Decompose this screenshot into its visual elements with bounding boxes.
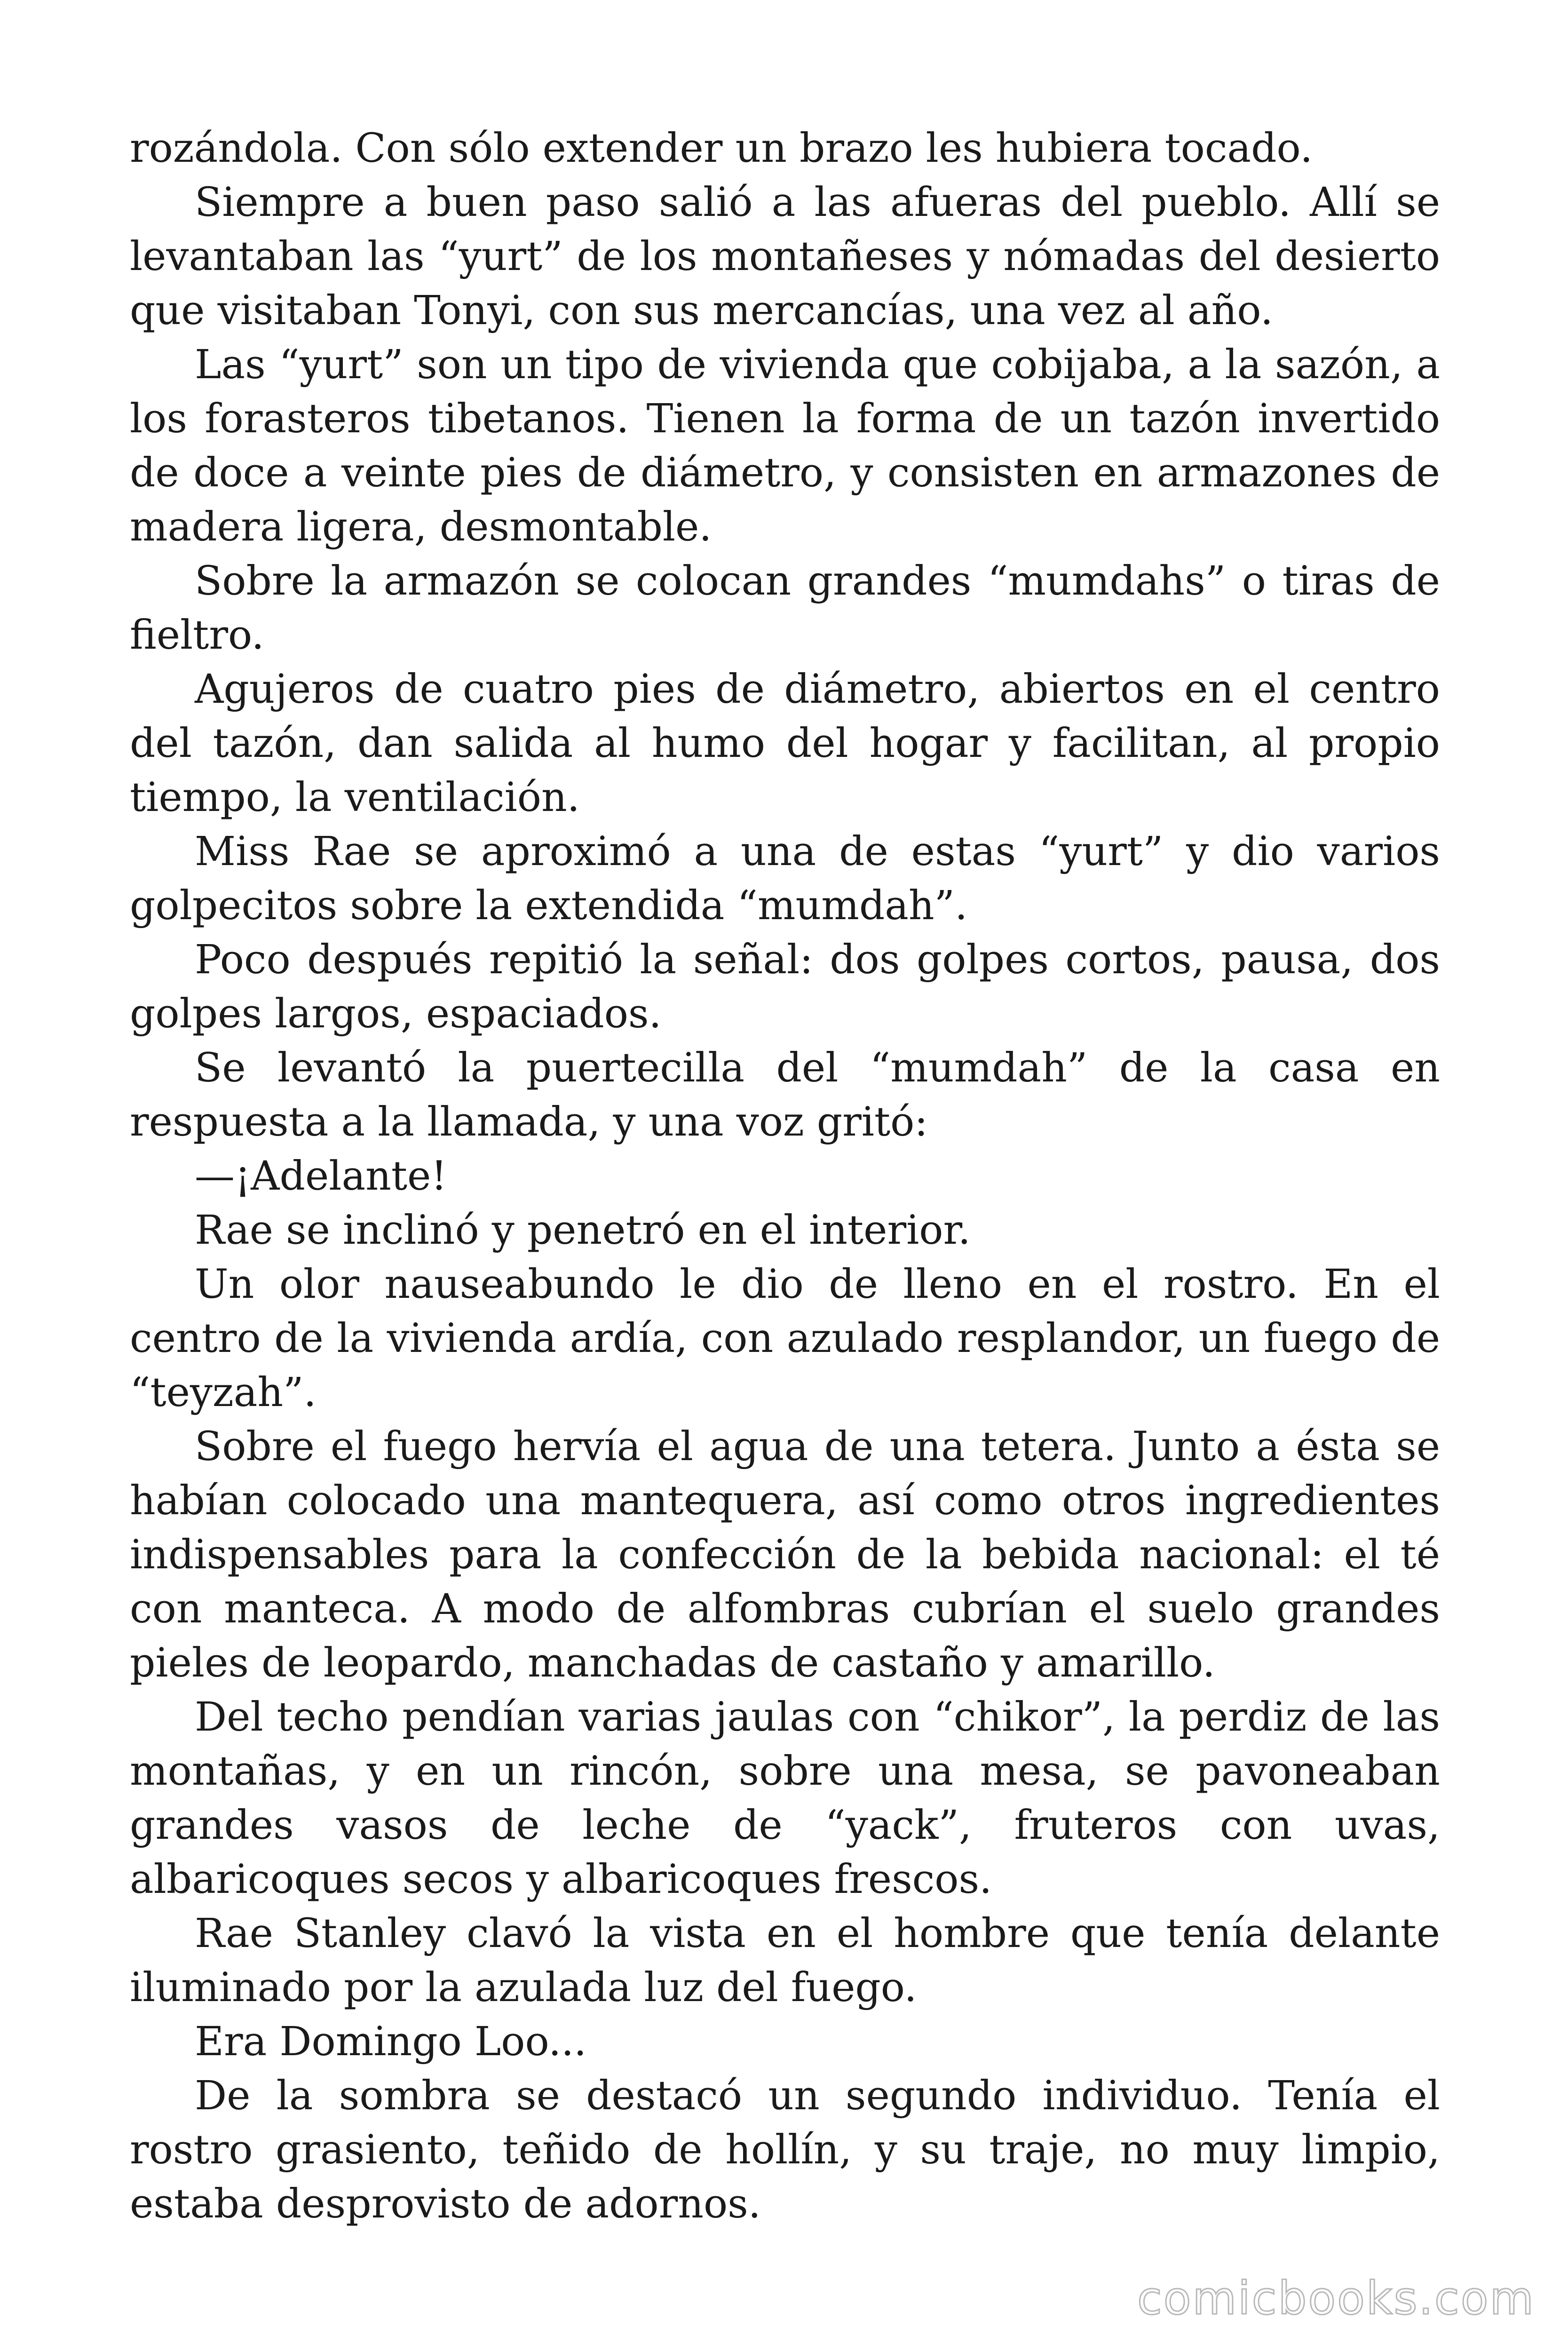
paragraph: Rae se inclinó y penetró en el interior. <box>195 1207 971 1254</box>
paragraph: Rae Stanley clavó la vista en el hombre que tenía delante iluminado por la azulada luz del fuego. <box>130 1910 1440 2011</box>
paragraph: Miss Rae se aproximó a una de estas “yurt” y dio varios golpecitos sobre la extendida “mumdah”. <box>130 828 1440 929</box>
paragraph: Se levantó la puertecilla del “mumdah” de la casa en respuesta a la llamada, y una voz gritó: <box>130 1045 1440 1145</box>
dialogue-line: —¡Adelante! <box>195 1153 447 1200</box>
paragraph: Un olor nauseabundo le dio de lleno en el rostro. En el centro de la vivienda ardía, con azulado resplandor, un fuego de “teyzah”. <box>130 1261 1440 1416</box>
site-watermark: comicbooks.com <box>1137 2272 1535 2325</box>
paragraph: Sobre la armazón se colocan grandes “mumdahs” o tiras de fieltro. <box>130 558 1440 659</box>
paragraph: Sobre el fuego hervía el agua de una tetera. Junto a ésta se habían colocado una mantequera, así como otros ingredientes indispensables para la confección de la bebida nacional: el té con manteca. A modo de alfombras cubrían el suelo grandes pieles de leopardo, manchadas de castaño y amarillo. <box>130 1423 1440 1686</box>
page-body-text <box>130 121 1440 2231</box>
paragraph: Del techo pendían varias jaulas con “chikor”, la perdiz de las montañas, y en un rincón, sobre una mesa, se pavoneaban grandes vasos de leche de “yack”, fruteros con uvas, albaricoques secos y albaricoques frescos. <box>130 1694 1440 1903</box>
paragraph: Era Domingo Loo... <box>195 2018 587 2065</box>
paragraph: Poco después repitió la señal: dos golpes cortos, pausa, dos golpes largos, espaciados. <box>130 937 1440 1037</box>
paragraph-continuation: rozándola. Con sólo extender un brazo les hubiera tocado. <box>130 125 1313 172</box>
paragraph: Siempre a buen paso salió a las afueras del pueblo. Allí se levantaban las “yurt” de los montañeses y nómadas del desierto que visitaban Tonyi, con sus mercancías, una vez al año. <box>130 179 1440 334</box>
paragraph: Agujeros de cuatro pies de diámetro, abiertos en el centro del tazón, dan salida al humo del hogar y facilitan, al propio tiempo, la ventilación. <box>130 666 1440 821</box>
paragraph: De la sombra se destacó un segundo individuo. Tenía el rostro grasiento, teñido de hollín, y su traje, no muy limpio, estaba desprovisto de adornos. <box>130 2073 1440 2227</box>
paragraph: Las “yurt” son un tipo de vivienda que cobijaba, a la sazón, a los forasteros tibetanos. Tienen la forma de un tazón invertido de doce a veinte pies de diámetro, y consisten en armazones de madera ligera, desmontable. <box>130 342 1440 550</box>
